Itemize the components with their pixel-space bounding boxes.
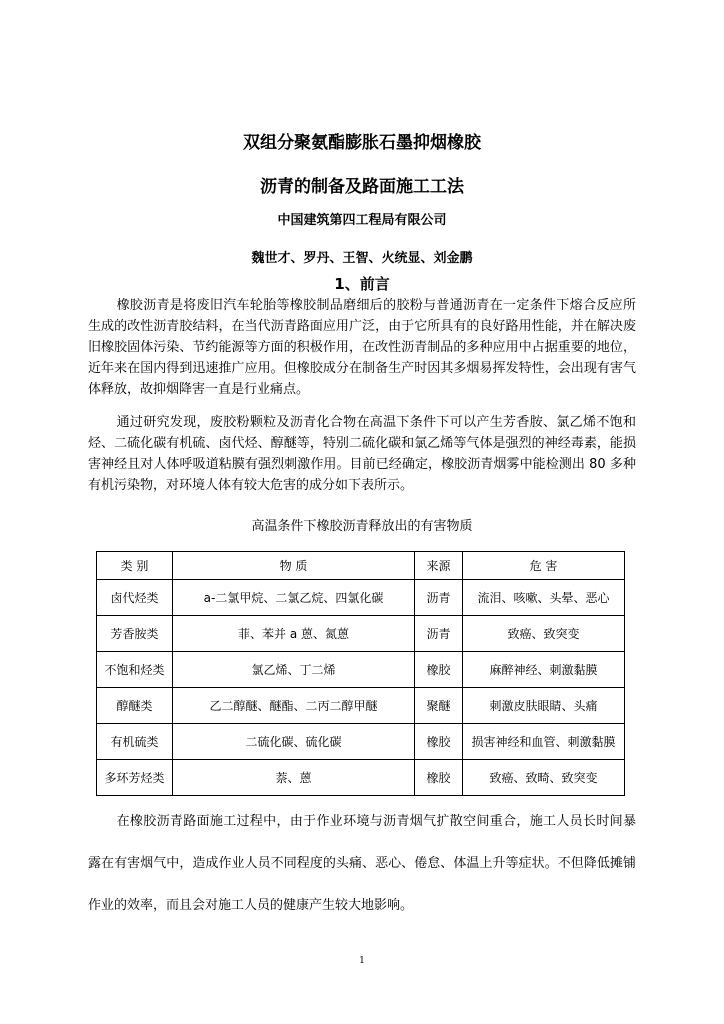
- cell-hazard: 损害神经和血管、刺激黏膜: [463, 724, 625, 760]
- header-substance: 物 质: [173, 552, 415, 580]
- cell-category: 卤代烃类: [97, 580, 173, 616]
- table-row: [97, 688, 625, 724]
- table-row: [97, 760, 625, 796]
- page-number: 1: [359, 956, 365, 966]
- cell-hazard: 致癌、致畸、致突变: [463, 760, 625, 796]
- cell-source: 聚醚: [415, 688, 463, 724]
- cell-category: 有机硫类: [97, 724, 173, 760]
- table-row: [97, 652, 625, 688]
- cell-source: 橡胶: [415, 724, 463, 760]
- cell-substance: 二硫化碳、硫化碳: [173, 724, 415, 760]
- section-heading: 1、前言: [334, 275, 390, 293]
- authors: 魏世才、罗丹、王智、火统显、刘金鹏: [251, 251, 473, 266]
- header-hazard: 危 害: [463, 552, 625, 580]
- cell-category: 多环芳烃类: [97, 760, 173, 796]
- paragraph-research: 通过研究发现，废胶粉颗粒及沥青化合物在高温下条件下可以产生芳香胺、氯乙烯不饱和烃、二硫化碳有机硫、卤代烃、醇醚等，特别二硫化碳和氯乙烯等气体是强烈的神经毒素，能损害神经且对人体呼吸道粘膜有强烈刺激作用。目前已经确定，橡胶沥青烟雾中能检测出 80 多种有机污染物，对环境人体有较大危害的成分如下表所示。: [88, 415, 636, 493]
- cell-hazard: 麻醉神经、刺激黏膜: [463, 652, 625, 688]
- header-source: 来源: [415, 552, 463, 580]
- cell-hazard: 流泪、咳嗽、头晕、恶心: [463, 580, 625, 616]
- title-line-1: 双组分聚氨酯膨胀石墨抑烟橡胶: [243, 133, 481, 153]
- cell-category: 醇醚类: [97, 688, 173, 724]
- cell-substance: 菲、苯并 a 蒽、氮蒽: [173, 616, 415, 652]
- cell-substance: 氯乙烯、丁二烯: [173, 652, 415, 688]
- harmful-substances-table: [96, 551, 625, 796]
- table-row: [97, 580, 625, 616]
- cell-category: 不饱和烃类: [97, 652, 173, 688]
- cell-source: 沥青: [415, 580, 463, 616]
- organization: 中国建筑第四工程局有限公司: [277, 213, 447, 228]
- cell-source: 橡胶: [415, 652, 463, 688]
- cell-hazard: 刺激皮肤眼睛、头痛: [463, 688, 625, 724]
- cell-substance: a-二氯甲烷、二氯乙烷、四氯化碳: [173, 580, 415, 616]
- title-line-2: 沥青的制备及路面施工工法: [260, 177, 464, 197]
- table-header-row: [97, 552, 625, 580]
- header-category: 类 别: [97, 552, 173, 580]
- cell-substance: 乙二醇醚、醚酯、二丙二醇甲醚: [173, 688, 415, 724]
- paragraph-construction: 在橡胶沥青路面施工过程中，由于作业环境与沥青烟气扩散空间重合，施工人员长时间暴露在有害烟气中，造成作业人员不同程度的头痛、恶心、倦怠、体温上升等症状。不但降低摊铺作业的效率，而且会对施工人员的健康产生较大地影响。: [88, 814, 636, 913]
- table-caption: 高温条件下橡胶沥青释放出的有害物质: [251, 519, 473, 534]
- cell-source: 沥青: [415, 616, 463, 652]
- cell-category: 芳香胺类: [97, 616, 173, 652]
- cell-substance: 萘、蒽: [173, 760, 415, 796]
- paragraph-intro: 橡胶沥青是将废旧汽车轮胎等橡胶制品磨细后的胶粉与普通沥青在一定条件下熔合反应所生成的改性沥青胶结料，在当代沥青路面应用广泛，由于它所具有的良好路用性能，并在解决废旧橡胶固体污染、节约能源等方面的积极作用，在改性沥青制品的多种应用中占据重要的地位，近年来在国内得到迅速推广应用。但橡胶成分在制备生产时因其多烟易挥发特性，会出现有害气体释放，故抑烟降害一直是行业痛点。: [88, 298, 636, 397]
- cell-hazard: 致癌、致突变: [463, 616, 625, 652]
- table-row: [97, 724, 625, 760]
- table-row: [97, 616, 625, 652]
- cell-source: 橡胶: [415, 760, 463, 796]
